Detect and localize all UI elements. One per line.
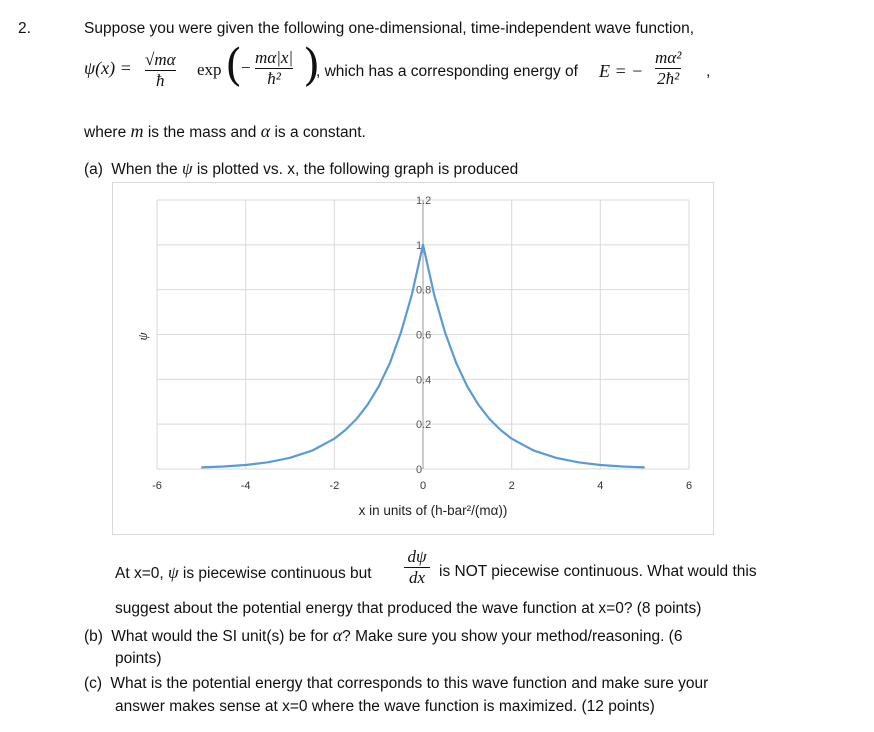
where-text-3: is a constant.	[274, 124, 366, 141]
continuity-line-2: suggest about the potential energy that produced the wave function at x=0? (8 points)	[115, 600, 702, 617]
part-a-text-1: When the	[111, 161, 178, 178]
y-tick-label: 1	[416, 239, 423, 252]
exponent-denominator: ħ²	[267, 69, 281, 88]
part-c-text-1: What is the potential energy that corresponds to this wave function and make sure your	[110, 675, 709, 692]
prefactor-fraction	[145, 51, 176, 90]
intro-text: Suppose you were given the following one-dimensional, time-independent wave function,	[84, 20, 695, 37]
where-text-1: where	[84, 124, 127, 141]
part-a-psi: ψ	[181, 159, 193, 178]
derivative-fraction	[404, 548, 430, 587]
prefactor-denominator: ħ	[156, 71, 165, 90]
derivative-denominator: dx	[408, 568, 426, 587]
part-b-label: (b)	[84, 628, 103, 645]
y-tick-label: 0.8	[416, 284, 432, 297]
y-axis-label: ψ	[135, 332, 150, 341]
chart-svg	[113, 183, 713, 534]
part-b-line-1	[84, 625, 682, 646]
part-c-line-1	[84, 675, 708, 693]
part-c-line-2: answer makes sense at x=0 where the wave function is maximized. (12 points)	[115, 698, 655, 715]
question-number: 2.	[18, 20, 31, 37]
energy-text: , which has a corresponding energy of	[316, 63, 578, 80]
where-alpha-symbol: α	[260, 121, 271, 141]
x-tick-label: 4	[597, 480, 604, 492]
prefactor-numerator: √mα	[145, 50, 176, 69]
derivative-numerator: dψ	[407, 547, 427, 566]
where-line	[84, 121, 366, 142]
part-b-text-1: What would the SI unit(s) be for	[111, 628, 329, 645]
part-c-label: (c)	[84, 675, 103, 692]
right-paren: )	[303, 40, 321, 91]
y-tick-label: 1.2	[416, 195, 432, 207]
where-mass-symbol: m	[130, 121, 144, 141]
wave-function-chart	[112, 182, 714, 535]
equation-lhs: ψ(x) =	[84, 58, 132, 78]
y-tick-label: 0.6	[416, 329, 432, 342]
x-tick-label: 2	[508, 480, 515, 492]
x-tick-label: -6	[152, 480, 162, 492]
left-paren: (	[225, 40, 243, 91]
y-tick-label: 0.2	[416, 419, 432, 432]
x-tick-label: 6	[685, 480, 693, 492]
x-tick-label: -2	[329, 480, 340, 492]
y-tick-label: 0	[416, 464, 423, 476]
energy-numerator: mα²	[655, 48, 682, 67]
part-a-label: (a)	[84, 161, 103, 178]
x-tick-label: 0	[419, 480, 427, 492]
where-text-2: is the mass and	[147, 124, 257, 141]
part-a-line	[84, 159, 518, 179]
continuity-text-3: is NOT piecewise continuous. What would this	[439, 563, 757, 580]
part-b-line-2: points)	[115, 650, 162, 667]
exp-label: exp	[197, 60, 222, 79]
energy-denominator: 2ħ²	[657, 69, 680, 88]
energy-lhs: E = −	[599, 61, 644, 81]
exponent-numerator: mα|x|	[255, 48, 294, 67]
continuity-line-1	[115, 563, 372, 583]
continuity-text-1: At x=0,	[115, 565, 164, 582]
y-tick-label: 0.4	[416, 374, 432, 387]
part-b-alpha: α	[332, 625, 343, 645]
continuity-psi: ψ	[168, 563, 179, 582]
exp-minus: −	[241, 58, 251, 77]
energy-comma: ,	[706, 63, 711, 80]
part-a-text-2: is plotted vs. x, the following graph is produced	[196, 161, 519, 178]
x-axis-label: x in units of (h-bar²/(mα))	[358, 503, 508, 518]
exponent-fraction	[255, 49, 293, 88]
continuity-text-2: is piecewise continuous but	[182, 565, 372, 582]
x-tick-label: -4	[240, 480, 251, 492]
part-b-text-2: ? Make sure you show your method/reasoning. (6	[342, 628, 683, 645]
energy-fraction	[655, 49, 681, 88]
